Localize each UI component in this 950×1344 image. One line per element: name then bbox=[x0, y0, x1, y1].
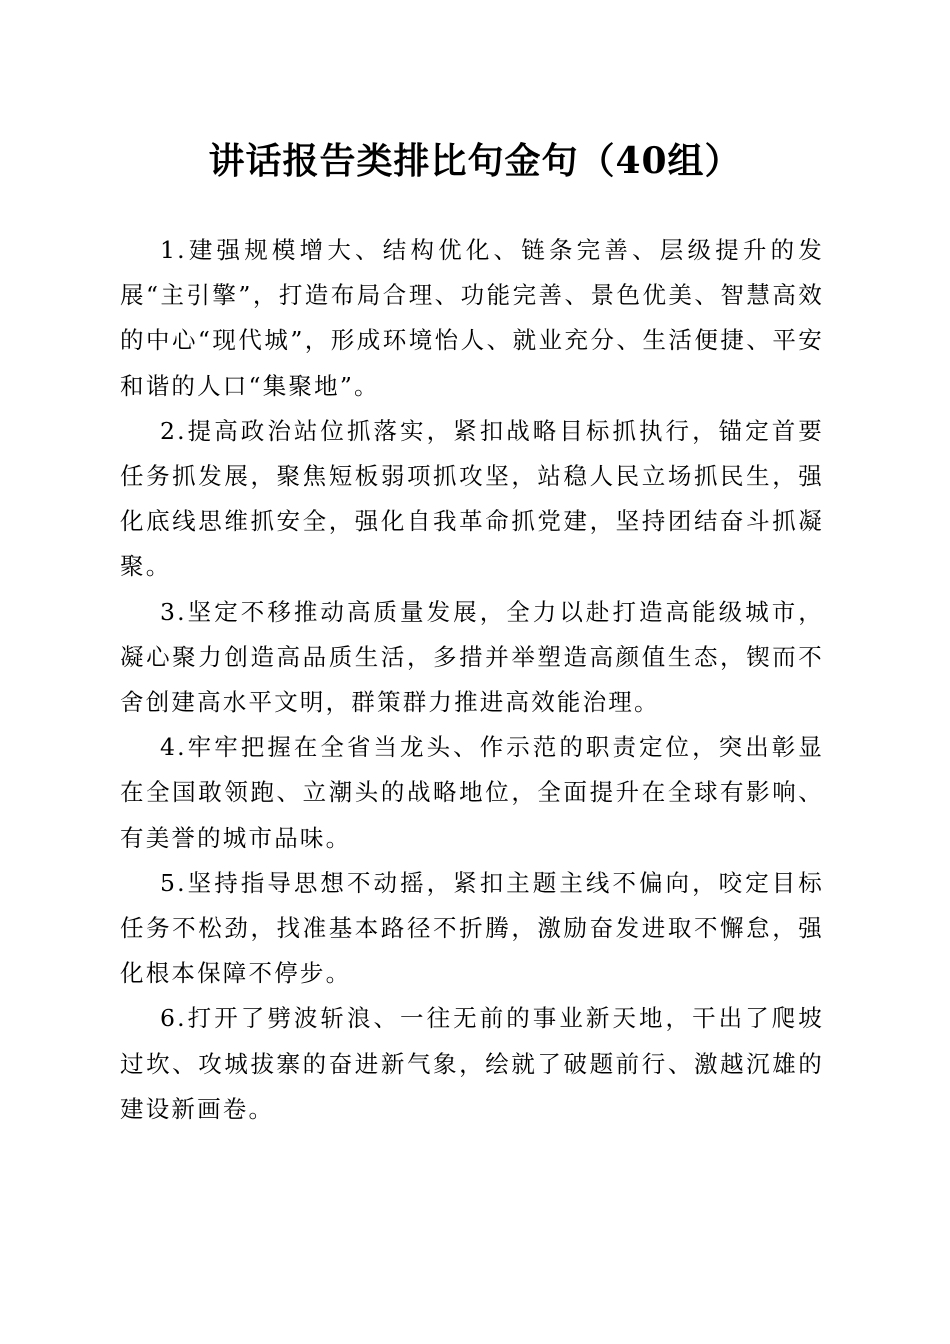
paragraph-6: 6.打开了劈波斩浪、一往无前的事业新天地，干出了爬坡过坎、攻城拔寨的奋进新气象，绘就了破题前行、激越沉雄的建设新画卷。 bbox=[120, 1004, 824, 1123]
paragraph-4: 4.牢牢把握在全省当龙头、作示范的职责定位，突出彰显在全国敢领跑、立潮头的战略地位，全面提升在全球有影响、有美誉的城市品味。 bbox=[120, 733, 824, 852]
paragraph-5: 5.坚持指导思想不动摇，紧扣主题主线不偏向，咬定目标任务不松劲，找准基本路径不折腾，激励奋发进取不懈怠，强化根本保障不停步。 bbox=[120, 868, 824, 988]
document-body bbox=[120, 228, 824, 1132]
paragraph-3: 3.坚定不移推动高质量发展，全力以赴打造高能级城市，凝心聚力创造高品质生活，多措并举塑造高颜值生态，锲而不舍创建高水平文明，群策群力推进高效能治理。 bbox=[120, 597, 824, 717]
document-title: 讲话报告类排比句金句（40组） bbox=[208, 140, 742, 182]
paragraph-1: 1.建强规模增大、结构优化、链条完善、层级提升的发展“主引擎”，打造布局合理、功能完善、景色优美、智慧高效的中心“现代城”，形成环境怡人、就业充分、生活便捷、平安和谐的人口“集聚地”。 bbox=[120, 236, 824, 400]
paragraph-2: 2.提高政治站位抓落实，紧扣战略目标抓执行，锚定首要任务抓发展，聚焦短板弱项抓攻坚，站稳人民立场抓民生，强化底线思维抓安全，强化自我革命抓党建，坚持团结奋斗抓凝聚。 bbox=[120, 416, 824, 581]
